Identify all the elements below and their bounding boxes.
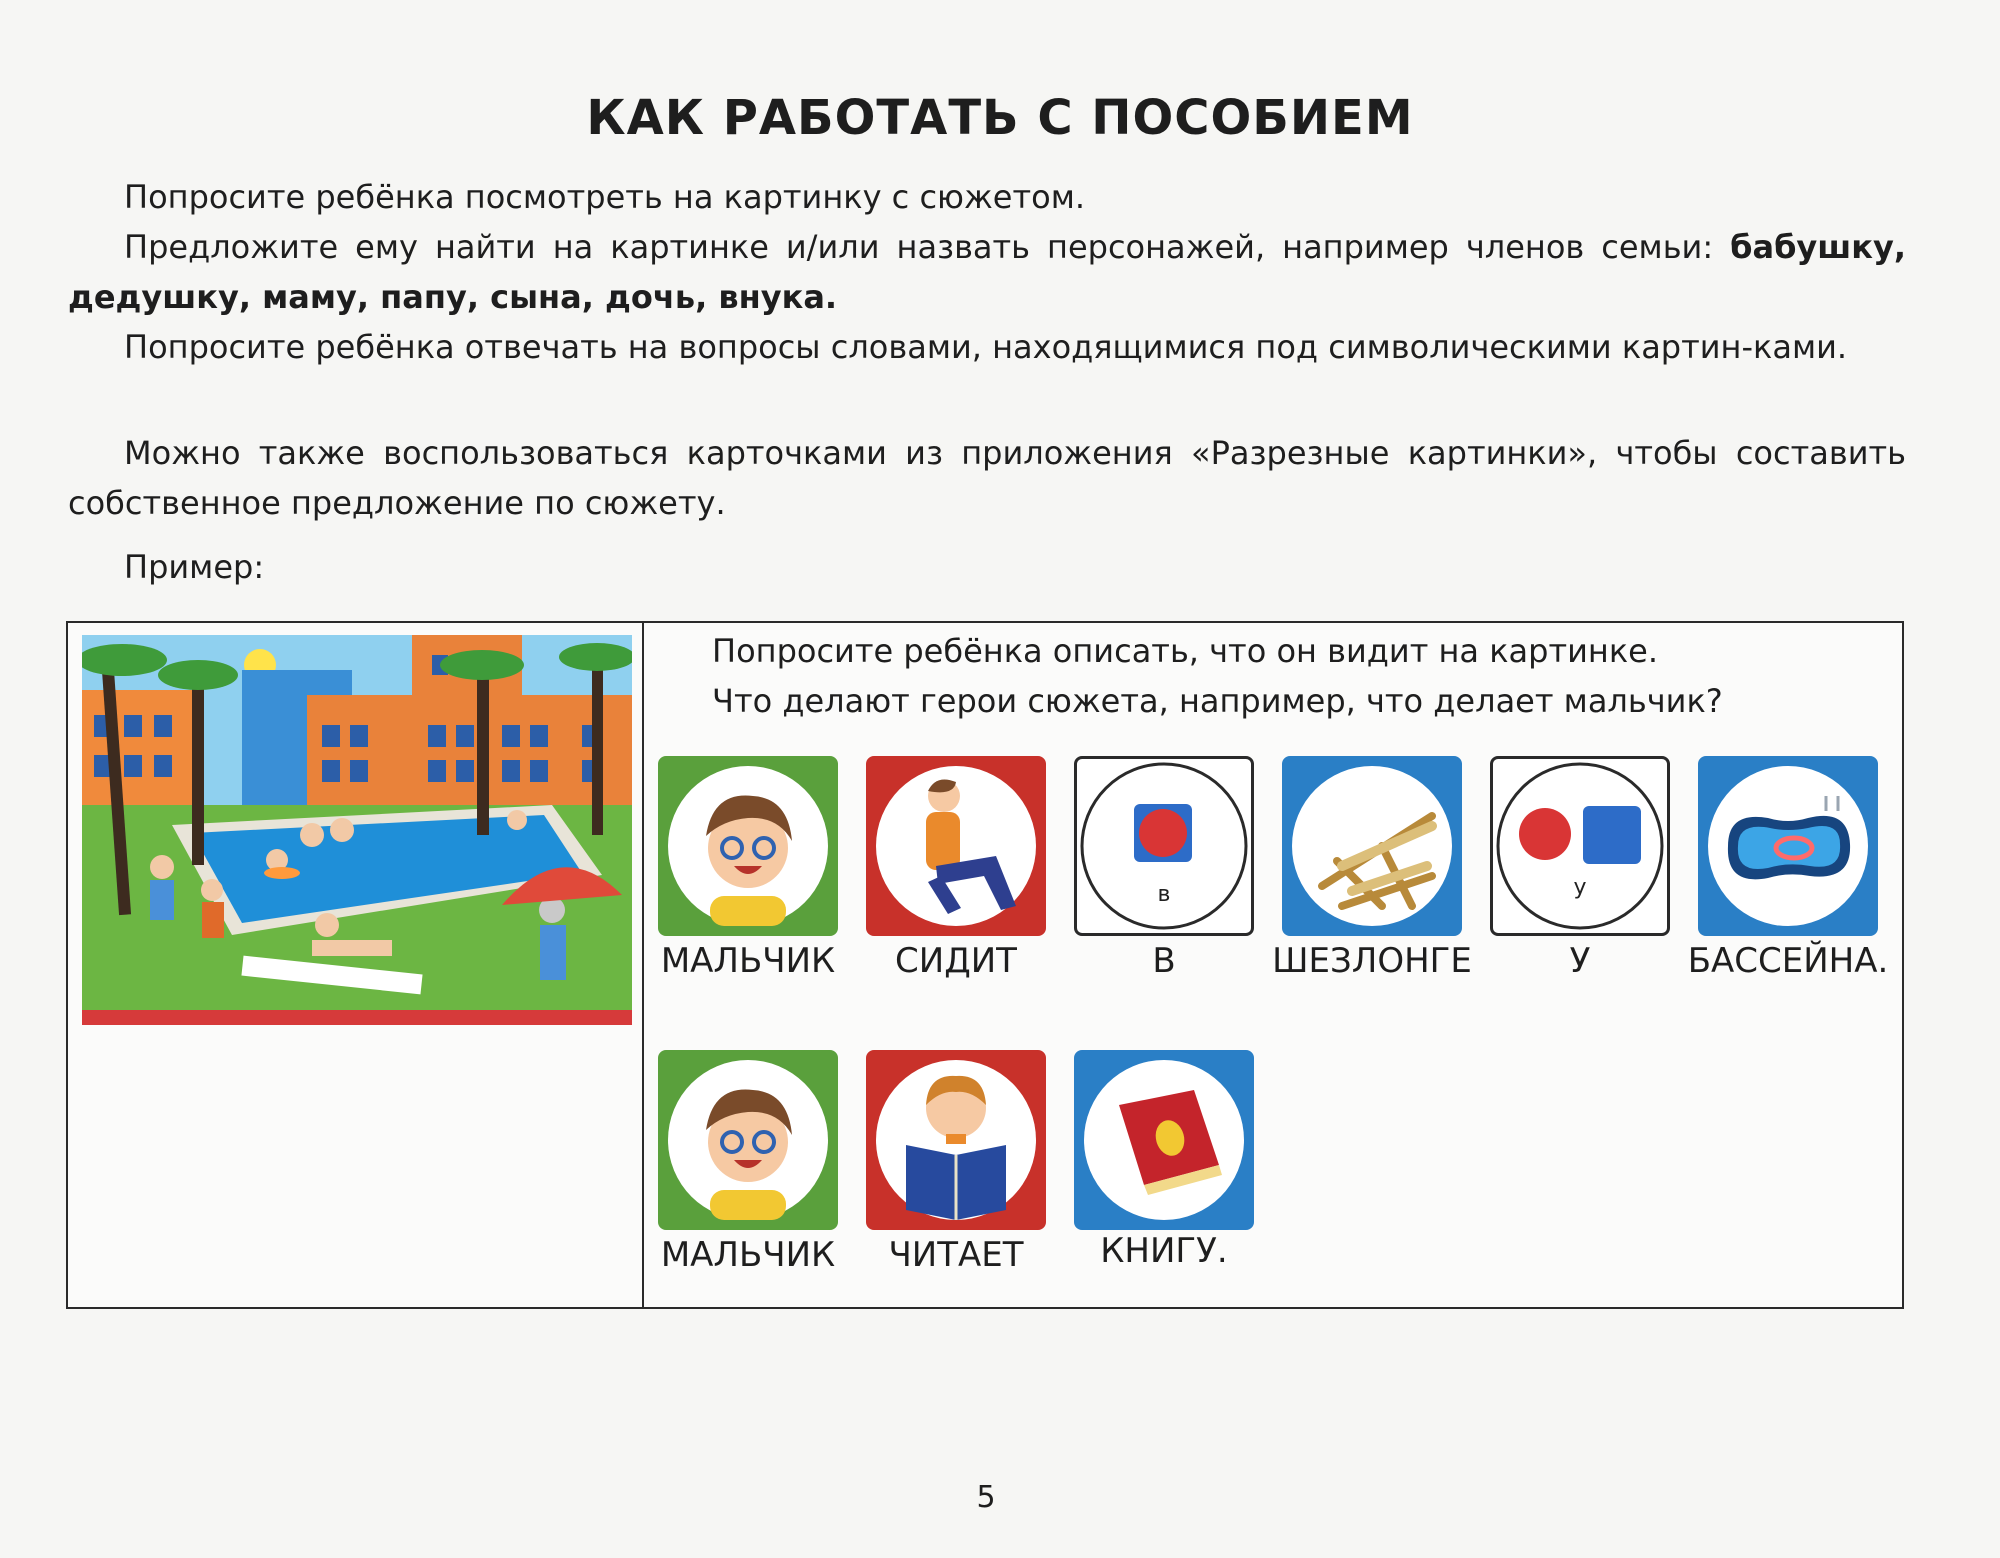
word-label-sits: СИДИТ	[895, 941, 1017, 981]
sitting-boy-icon	[866, 756, 1046, 936]
preposition-v-icon	[1074, 756, 1254, 936]
example-box	[66, 621, 1904, 1309]
preposition-u-mark: у	[1573, 875, 1587, 900]
example-question-1: Попросите ребёнка описать, что он видит на картинке.	[712, 632, 1658, 670]
preposition-v-mark: в	[1157, 882, 1171, 907]
reading-boy-icon	[866, 1050, 1046, 1230]
instruction-text: Предложите ему найти на картинке и/или назвать персонажей, например членов семьи:	[124, 228, 1731, 266]
pool-scene-illustration	[82, 635, 632, 1025]
family-members-list: бабушку, дедушку, маму, папу, сына, дочь, внука.	[68, 228, 1906, 316]
example-question-2: Что делают герои сюжета, например, что делает мальчик?	[712, 682, 1723, 720]
word-label-book: КНИГУ.	[1100, 1231, 1228, 1271]
boy-icon	[658, 756, 838, 936]
page-number: 5	[976, 1480, 996, 1515]
instruction-paragraph-2	[68, 222, 1906, 322]
word-label-pool: БАССЕЙНА.	[1687, 941, 1889, 981]
word-label-u: У	[1569, 941, 1591, 981]
word-label-boy: МАЛЬЧИК	[660, 941, 836, 981]
word-label-deck-chair: ШЕЗЛОНГЕ	[1272, 941, 1472, 981]
boy-icon	[658, 1050, 838, 1230]
word-label-v: В	[1152, 941, 1176, 981]
instruction-paragraph-4: Можно также воспользоваться карточками из приложения «Разрезные картинки», чтобы составить собственное предложение по сюжету.	[68, 434, 1906, 522]
instruction-paragraph-1: Попросите ребёнка посмотреть на картинку с сюжетом.	[124, 178, 1086, 216]
deck-chair-icon	[1282, 756, 1462, 936]
instruction-paragraph-3: Попросите ребёнка отвечать на вопросы словами, находящимися под символическими картин-ками.	[124, 328, 1848, 366]
page-title: КАК РАБОТАТЬ С ПОСОБИЕМ	[586, 90, 1414, 146]
preposition-u-icon	[1490, 756, 1670, 936]
book-icon	[1074, 1050, 1254, 1230]
pool-scene-drawing	[82, 635, 632, 1025]
word-label-reads: ЧИТАЕТ	[888, 1235, 1024, 1275]
example-label: Пример:	[124, 548, 265, 586]
pool-icon	[1698, 756, 1878, 936]
word-label-boy-2: МАЛЬЧИК	[660, 1235, 836, 1275]
